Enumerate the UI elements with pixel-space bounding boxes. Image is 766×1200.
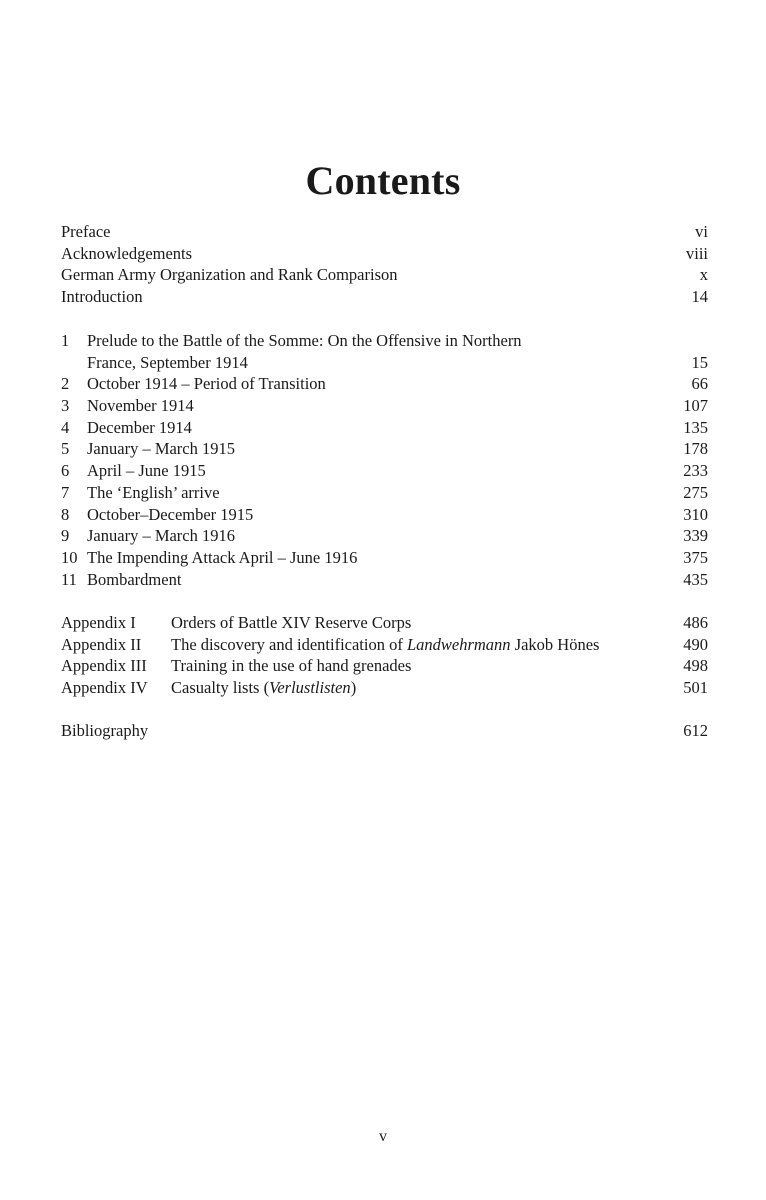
toc-entry-label: Bibliography (61, 720, 149, 740)
toc-entry-chapter-2[interactable] (61, 373, 708, 395)
chapter-number: 2 (61, 374, 70, 394)
bibliography-section (61, 720, 708, 742)
toc-page-number: 310 (683, 504, 708, 524)
toc-entry-label: Introduction (61, 287, 143, 307)
appendix-code: Appendix II (61, 634, 142, 654)
chapter-number: 9 (61, 526, 70, 546)
toc-page-number: 375 (683, 547, 708, 567)
toc-entry-label: January – March 1915 (87, 439, 236, 459)
toc-entry-appendix-2[interactable] (61, 634, 708, 656)
toc-entry-chapter-11[interactable] (61, 569, 708, 591)
toc-entry-appendix-3[interactable] (61, 655, 708, 677)
chapter-number: 4 (61, 417, 70, 437)
toc-entry-label: January – March 1916 (87, 526, 236, 546)
toc-page-number: 107 (683, 396, 708, 416)
toc-entry-label: Bombardment (87, 569, 182, 589)
toc-entry-label (87, 330, 668, 373)
chapter-number: 10 (61, 547, 78, 567)
chapter-number: 5 (61, 439, 70, 459)
appendix-code: Appendix I (61, 612, 136, 632)
toc-entry-label: Acknowledgements (61, 243, 193, 263)
label-text: ) (350, 678, 357, 698)
toc-entry-label: April – June 1915 (87, 461, 206, 481)
appendix-code: Appendix IV (61, 678, 148, 698)
toc-entry-chapter-4[interactable] (61, 417, 708, 439)
toc-entry-label: October 1914 – Period of Transition (87, 374, 326, 394)
chapter-number: 11 (61, 569, 77, 589)
toc-page-number: 233 (683, 461, 708, 481)
toc-entry-preface[interactable] (61, 221, 708, 243)
toc-entry-chapter-7[interactable] (61, 482, 708, 504)
toc-page-number: 612 (683, 720, 708, 740)
toc-page-number: 14 (691, 287, 708, 307)
chapter-number: 7 (61, 482, 70, 502)
toc-entry-appendix-1[interactable] (61, 612, 708, 634)
toc-entry-chapter-8[interactable] (61, 504, 708, 526)
label-text: Casualty lists ( (171, 678, 270, 698)
toc-entry-label: The Impending Attack April – June 1916 (87, 547, 358, 567)
toc-page-number: 339 (683, 526, 708, 546)
toc-entry-label: November 1914 (87, 396, 194, 416)
toc-page-number: 135 (683, 417, 708, 437)
toc-entry-appendix-4[interactable] (61, 677, 708, 699)
front-matter-list (61, 221, 708, 308)
toc-page-number: vi (695, 221, 708, 241)
toc-entry-label: Training in the use of hand grenades (171, 656, 412, 676)
toc-entry-label: Preface (61, 221, 111, 241)
toc-entry-label: Orders of Battle XIV Reserve Corps (171, 612, 412, 632)
toc-entry-army-organization[interactable] (61, 264, 708, 286)
toc-page-number: 178 (683, 439, 708, 459)
appendix-list (61, 612, 708, 699)
toc-page-number: x (699, 265, 708, 285)
toc-page-number: 498 (683, 656, 708, 676)
toc-entry-chapter-3[interactable] (61, 395, 708, 417)
toc-entry-label: December 1914 (87, 417, 192, 437)
toc-entry-label-line-2: France, September 1914 (87, 352, 248, 372)
chapter-number: 3 (61, 396, 70, 416)
toc-entry-introduction[interactable] (61, 286, 708, 308)
label-italic-text: Verlustlisten (269, 678, 351, 698)
toc-page-number: viii (685, 243, 708, 263)
toc-entry-acknowledgements[interactable] (61, 243, 708, 265)
page-folio: v (379, 1128, 387, 1145)
toc-entry-chapter-1[interactable] (61, 330, 708, 373)
chapter-number: 6 (61, 461, 70, 481)
toc-entry-chapter-5[interactable] (61, 438, 708, 460)
toc-page-number: 486 (683, 612, 708, 632)
toc-page-number: 435 (683, 569, 708, 589)
chapter-number: 8 (61, 504, 70, 524)
chapter-list (61, 330, 708, 590)
toc-entry-label: German Army Organization and Rank Comparison (61, 265, 398, 285)
toc-page-number: 15 (691, 352, 708, 372)
page-title: Contents (305, 158, 461, 203)
chapter-number: 1 (61, 331, 70, 350)
label-text: Jakob Hönes (510, 634, 600, 654)
toc-page-number: 275 (683, 482, 708, 502)
toc-page-number: 66 (691, 374, 708, 394)
toc-entry-label: October–December 1915 (87, 504, 254, 524)
toc-entry-bibliography[interactable] (61, 720, 708, 742)
toc-entry-chapter-10[interactable] (61, 547, 708, 569)
toc-page-number: 501 (683, 678, 708, 698)
appendix-code: Appendix III (61, 656, 147, 676)
toc-entry-label (171, 634, 668, 656)
toc-entry-label: The ‘English’ arrive (87, 482, 220, 502)
label-text: The discovery and identification of (171, 634, 407, 654)
toc-entry-chapter-9[interactable] (61, 525, 708, 547)
toc-entry-chapter-6[interactable] (61, 460, 708, 482)
toc-entry-label (171, 677, 668, 699)
toc-page-number: 490 (683, 634, 708, 654)
label-italic-text: Landwehrmann (406, 634, 511, 654)
toc-entry-label-line-1: Prelude to the Battle of the Somme: On the Offensive in Northern (87, 331, 522, 350)
